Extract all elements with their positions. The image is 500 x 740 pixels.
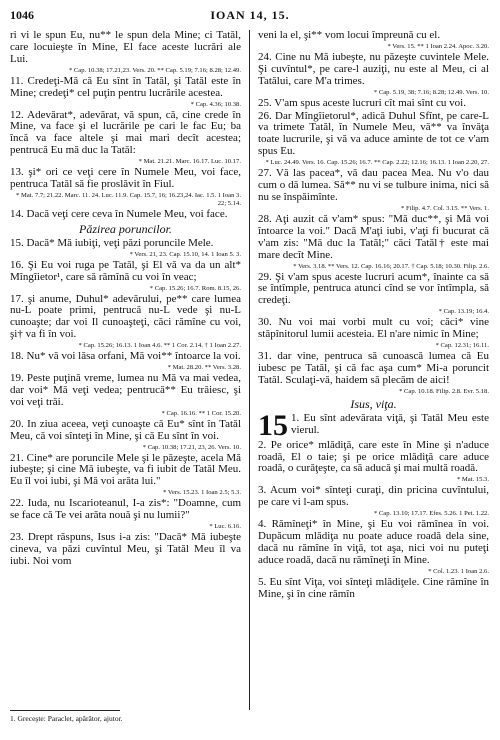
- verse: 30. Nu voi mai vorbi mult cu voi; căci* vine stăpînitorul lumii acesteia. El n'are nimic în Mine;: [258, 316, 489, 341]
- text-columns: [10, 30, 490, 710]
- verse: 5. Eu sînt Viţa, voi sînteţi mlădiţele. Cine rămîne în Mine, şi în cine rămîn: [258, 575, 489, 600]
- verse: 25. V'am spus aceste lucruri cît mai sînt cu voi.: [258, 96, 466, 109]
- cross-reference: * Cap. 13.10; 17.17. Efes. 5.26. 1 Pet. 1.22.: [373, 510, 489, 518]
- verse: 21. Cine* are poruncile Mele şi le păzeşte, acela Mă iubeşte; şi cine Mă iubeşte, va fi iubit de Tatăl Meu. Eu îl voi iubi, şi Mă voi arăta lui.": [10, 451, 241, 488]
- cross-reference: * Cap. 12.31; 16.11.: [435, 342, 489, 350]
- verse: 20. In ziua aceea, veţi cunoaşte că Eu* sînt în Tatăl Meu, că voi sînteţi în Mine, şi că Eu sînt în voi.: [10, 417, 241, 442]
- column-divider: [249, 30, 250, 710]
- cross-reference: * Mat. 7.7; 21.22. Marc. 11. 24. Luc. 11.9. Cap. 15.7, 16; 16.23,24. Iac. 1.5. 1 Ioan 3. 22; 5.14.: [16, 191, 241, 207]
- verse: 16. Şi Eu voi ruga pe Tatăl, şi El vă va da un alt* Mîngîietor¹, care să rămînă cu voi în veac;: [10, 258, 241, 283]
- book-chapter-heading: IOAN 14, 15.: [210, 8, 290, 22]
- cross-reference: * Filip. 4.7. Col. 3.15. ** Vers. 1.: [401, 204, 489, 212]
- cross-reference: * Mat. 28.20. ** Vers. 3.28.: [167, 364, 241, 372]
- cross-reference: * Col. 1.23. 1 Ioan 2.6.: [428, 567, 489, 575]
- footnote-divider: [10, 710, 120, 711]
- verse: 12. Adevărat*, adevărat, vă spun, că, cine crede în Mine, va face şi el lucrările pe cari le fac Eu; ba încă va face altele şi mai mari decît acestea; pentrucă Eu mă duc la Tatăl:: [10, 108, 241, 157]
- verse: 29. Şi v'am spus aceste lucruri acum*, înainte ca să se întîmple, pentruca atunci cînd se vor întîmpla, să credeţi.: [258, 270, 489, 307]
- verse: 13. şi* ori ce veţi cere în Numele Meu, voi face, pentruca Tatăl să fie proslăvit în Fiul.: [10, 166, 241, 191]
- verse-text: 1. Eu sînt adevărata viţă, şi Tatăl Meu este vierul.: [291, 411, 489, 436]
- cross-reference: * Cap. 16.16. ** 1 Cor. 15.20.: [161, 409, 241, 417]
- verse: veni la el, şi** vom locui împreună cu el.: [258, 29, 441, 41]
- verse: 14. Dacă veţi cere ceva în Numele Meu, voi face.: [10, 207, 228, 220]
- cross-reference: * Cap. 15.26; 16.13. 1 Ioan 4.6. ** 1 Cor. 2.14. † 1 Ioan 2.27.: [78, 342, 241, 350]
- footnote: 1. Greceşte: Paraclet, apărător, ajutor.: [10, 714, 123, 723]
- cross-reference: * Cap. 5.19, 38; 7.16; 8.28; 12.49. Vers. 10.: [373, 88, 489, 96]
- verse: 27. Vă las pacea*, vă dau pacea Mea. Nu v'o dau cum o dă lumea. Să** nu vi se tulbure inima, nici să nu se înspăimînte.: [258, 167, 489, 203]
- left-column: [10, 30, 241, 569]
- verse: 22. Iuda, nu Iscarioteanul, I-a zis*: "Doamne, cum se face că Te vei arăta nouă şi nu lumii?": [10, 497, 241, 522]
- cross-reference: * Cap. 10.38; 17.21,23. Vers. 20. ** Cap. 5.19; 7.16; 8.28; 12.49.: [68, 66, 241, 74]
- cross-reference: * Vers. 15.23. 1 Ioan 2.5; 5.3.: [163, 489, 241, 497]
- verse: 4. Rămîneţi* în Mine, şi Eu voi rămînea în voi. Dupăcum mlădiţa nu poate aduce roadă dela sine, dacă nu rămîne în viţă, tot aşa, nici voi nu puteţi aduce roadă, dacă nu rămîneţi în Mine.: [258, 518, 489, 566]
- chapter-start: [258, 408, 489, 442]
- verse: 11. Credeţi-Mă că Eu sînt în Tatăl, şi Tatăl este în Mine; credeţi* cel puţin pentru lucrările acestea.: [10, 74, 241, 99]
- verse: 19. Peste puţină vreme, lumea nu Mă va mai vedea, dar voi* Mă veţi vedea; pentrucă** Eu trăiesc, şi voi veţi trăi.: [10, 372, 241, 408]
- cross-reference: * Cap. 15.26; 16.7. Rom. 8.15, 26.: [149, 284, 241, 292]
- cross-reference: * Vers. 15. ** 1 Ioan 2.24. Apoc. 3.20.: [387, 42, 489, 50]
- running-header: [10, 8, 490, 26]
- cross-reference: * Luc. 6.16.: [209, 523, 241, 531]
- cross-reference: * Cap. 4.36; 10.38.: [190, 100, 241, 108]
- cross-reference: * Mat. 21.21. Marc. 16.17. Luc. 10.17.: [138, 158, 241, 166]
- verse: 18. Nu* vă voi lăsa orfani, Mă voi** întoarce la voi.: [10, 350, 241, 363]
- verse: 23. Drept răspuns, Isus i-a zis: "Dacă* Mă iubeşte cineva, va păzi cuvîntul Meu, şi Tatăl Meu îl va iubi. Noi vom: [10, 531, 241, 567]
- verse: 3. Acum voi* sînteţi curaţi, din pricina cuvîntului, pe care vi l-am spus.: [258, 484, 489, 509]
- cross-reference: * Luc. 24.49. Vers. 16. Cap. 15.26; 16.7. ** Cap. 2.22; 12.16; 16.13. 1 Ioan 2.20, 27.: [265, 159, 489, 167]
- section-heading: Păzirea poruncilor.: [79, 221, 172, 236]
- verse: 15. Dacă* Mă iubiţi, veţi păzi poruncile Mele.: [10, 236, 214, 249]
- cross-reference: * Cap. 13.19; 16.4.: [438, 308, 489, 316]
- cross-reference: * Mat. 15.3.: [456, 476, 489, 484]
- bible-page: [10, 8, 490, 733]
- verse: 31. dar vine, pentruca să cunoască lumea că Eu iubesc pe Tatăl, şi că fac aşa cum* Mi-a poruncit Tatăl. Sculaţi-vă, haidem să plecăm de aici!: [258, 350, 489, 386]
- verse: 17. şi anume, Duhul* adevărului, pe** care lumea nu-L poate primi, pentrucă nu-L vede şi nu-L cunoaşte; dar voi Il cunoaşteţi, căci rămîne cu voi, şi† va fi în voi.: [10, 292, 241, 341]
- verse: 26. Dar Mîngîietorul*, adică Duhul Sfînt, pe care-L va trimete Tatăl, în Numele Meu, vă** va învăţa toate lucrurile, şi vă va aduce aminte de tot ce v'am spus Eu.: [258, 109, 489, 158]
- chapter-number: 15: [258, 408, 288, 442]
- verse: 28. Aţi auzit că v'am* spus: "Mă duc**, şi Mă voi întoarce la voi." Dacă M'aţi iubi, v'aţi fi bucurat că v'am zis: "Mă duc la Tatăl;" căci Tatăl† este mai mare decît Mine.: [258, 212, 489, 261]
- verse: 24. Cine nu Mă iubeşte, nu păzeşte cuvintele Mele. Şi cuvîntul*, pe care-l auziţi, nu este al Meu, ci al Tatălui, care M'a trimes.: [258, 50, 489, 87]
- page-number: 1046: [10, 8, 34, 22]
- cross-reference: * Cap. 10.38; 17.21, 23, 26. Vers. 10.: [142, 443, 241, 451]
- cross-reference: * Cap. 10.18. Filip. 2.8. Evr. 5.18.: [399, 387, 489, 395]
- verse: 2. Pe orice* mlădiţă, care este în Mine şi n'aduce roadă, El o taie; şi pe orice mlădiţă care aduce roadă, o curăţeşte, ca să aducă şi mai multă roadă.: [258, 438, 489, 475]
- cross-reference: * Vers. 21, 23. Cap. 15.10, 14. 1 Ioan 5. 3.: [129, 250, 241, 258]
- cross-reference: * Vers. 3.18. ** Vers. 12. Cap. 16.16; 20.17. † Cap. 5.18; 10.30. Filip. 2.6.: [293, 262, 489, 270]
- verse: ri vi le spun Eu, nu** le spun dela Mine; ci Tatăl, care locuieşte în Mine, El face aceste lucrări ale Lui.: [10, 29, 241, 65]
- right-column: [258, 30, 489, 602]
- section-heading: Isus, viţa.: [350, 396, 397, 411]
